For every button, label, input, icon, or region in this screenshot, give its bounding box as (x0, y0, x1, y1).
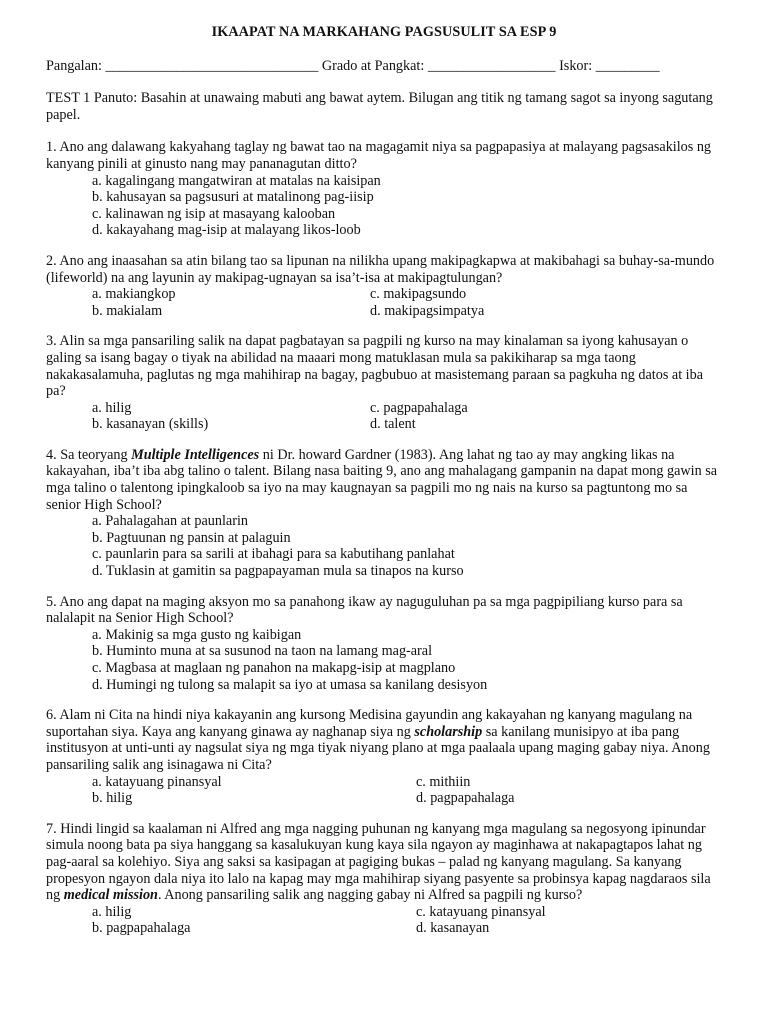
choice-a: a. kagalingang mangatwiran at matalas na kaisipan (92, 172, 381, 189)
choice-grid (46, 904, 722, 937)
choice-grid (46, 774, 722, 807)
question-text (46, 707, 722, 773)
emphasized-term: scholarship (414, 723, 483, 740)
question-text: 1. Ano ang dalawang kakyahang taglay ng bawat tao na magagamit niya sa pagpapasiya at malayang pagsasakilos ng kanyang pinili at ginusto nang may pananagutan ditto? (46, 139, 712, 172)
choice-list (46, 173, 722, 239)
choice-a: a. hilig (92, 399, 132, 416)
choice-a: a. Makinig sa mga gusto ng kaibigan (92, 626, 302, 643)
choice-d: d. Tuklasin at gamitin sa pagpapayaman mula sa tinapos na kurso (92, 563, 464, 580)
question-1 (46, 139, 722, 239)
choice-a: a. makiangkop (92, 286, 176, 303)
question-text (46, 447, 722, 513)
choice-d: d. Humingi ng tulong sa malapit sa iyo at umasa sa kanilang desisyon (92, 676, 488, 693)
choice-d: d. pagpapahalaga (416, 790, 515, 807)
choice-c: c. katayuang pinansyal (416, 903, 546, 920)
student-info-line: Pangalan: ______________________________ Grado at Pangkat: __________________ Iskor: _________ (46, 57, 660, 74)
choice-c: c. paunlarin para sa sarili at ibahagi para sa kabutihang panlahat (92, 546, 455, 563)
test-instructions: TEST 1 Panuto: Basahin at unawaing mabuti ang bawat aytem. Bilugan ang titik ng tamang sagot sa inyong sagutang papel. (46, 90, 713, 123)
choice-c: c. Magbasa at maglaan ng panahon na makapg-isip at magplano (92, 660, 456, 676)
choice-list (46, 513, 722, 579)
question-text (46, 821, 722, 904)
emphasized-term: Multiple Intelligences (131, 446, 260, 463)
choice-grid (46, 400, 722, 433)
choice-c: c. kalinawan ng isip at masayang kalooban (92, 205, 336, 222)
choice-b: b. kahusayan sa pagsusuri at matalinong pag-iisip (92, 189, 374, 206)
question-text-start: 6. Alam ni Cita na hindi niya kakayanin ang kursong Medisina gayundin ang kakayahan ng kanyang magulang na suportahan siya. Kaya ang kanyang ginawa ay naghanap siya ng (46, 707, 693, 740)
question-text-end: . Anong pansariling salik ang nagging gabay ni Alfred sa pagpili ng kurso? (157, 887, 583, 904)
question-2 (46, 253, 722, 319)
question-text: 2. Ano ang inaasahan sa atin bilang tao sa lipunan na nilikha upang makipagkapwa at makibahagi sa buhay-sa-mundo (lifeworld) na ang layunin ay makipag-ugnayan sa isa’t-isa at makipagtulungan? (46, 252, 715, 286)
exam-title: IKAAPAT NA MARKAHANG PAGSUSULIT SA ESP 9 (211, 24, 557, 40)
choice-d: d. kasanayan (416, 920, 490, 937)
question-7 (46, 821, 722, 937)
choice-d: d. talent (370, 416, 416, 433)
choice-a: a. Pahalagahan at paunlarin (92, 513, 248, 530)
choice-a: a. katayuang pinansyal (92, 773, 222, 790)
choice-list (46, 627, 722, 693)
choice-d: d. makipagsimpatya (370, 302, 485, 319)
choice-b: b. pagpapahalaga (92, 920, 191, 937)
question-6 (46, 707, 722, 807)
choice-b: b. Pagtuunan ng pansin at palaguin (92, 529, 291, 546)
choice-a: a. hilig (92, 903, 132, 920)
question-text: 5. Ano ang dapat na maging aksyon mo sa panahong ikaw ay naguguluhan pa sa mga pagpipiliang kurso para sa nalalapit na Senior High School? (46, 593, 683, 627)
question-3 (46, 333, 722, 433)
choice-b: b. makialam (92, 302, 163, 319)
question-text-end: sa kanilang munisipyo at iba pang institusyon at unti-unti ay nagsulat siya ng mga tiyak niyang plano at mga paalaala upang maging gabay niya. Anong pansariling salik ang isinagawa ni Cita? (46, 723, 710, 773)
choice-d: d. kakayahang mag-isip at malayang likos-loob (92, 222, 361, 239)
question-4 (46, 447, 722, 580)
question-text-start: 4. Sa teoryang (46, 446, 132, 463)
emphasized-term: medical mission (63, 887, 158, 904)
question-text: 3. Alin sa mga pansariling salik na dapat pagbatayan sa pagpili ng kurso na may kinalaman sa iyong kahusayan o galing sa isang bagay o tiyak na abilidad na maaari mong matuklasan mula sa pakikiharap sa mga taong nakakasalamuha, paglutas ng mga mahihirap na bagay, pagbubuo at masistemang paraan sa pagkuha ng datos at iba pa? (46, 333, 704, 400)
question-text-start: 7. Hindi lingid sa kaalaman ni Alfred ang mga nagging puhunan ng kanyang mga magulang sa negosyong ipinundar simula noong bata pa siya hanggang sa kasalukuyan kung kaya sila ngayon ay maginhawa at nakapagtapos lahat ng pag-aaral sa kolehiyo. Siya ang saksi sa kasipagan at pagiging bukas – palad ng kanyang magulang. Sa kanyang propesyon ngayon dala niya ito lalo na kapag may mga mahihirap siyang pasyente sa probinsya kapag nagdaraos sila ng (46, 820, 711, 904)
choice-c: c. makipagsundo (370, 286, 467, 303)
choice-b: b. kasanayan (skills) (92, 416, 209, 433)
choice-c: c. pagpapahalaga (370, 399, 468, 416)
question-5 (46, 594, 722, 694)
choice-b: b. hilig (92, 790, 133, 807)
choice-c: c. mithiin (416, 773, 471, 790)
choice-grid (46, 286, 722, 319)
question-text-end: ni Dr. howard Gardner (1983). Ang lahat ng tao ay may angking likas na kakayahan, iba’t iba abg talino o talent. Bilang nasa baiting 9, ano ang mahalagang gampanin na dapat mong gawin sa mga talino o talentong ipingkaloob sa iyo na may kaugnayan sa pagpili mo ng nais na kurso sa pagtuntong mo sa senior High School? (46, 446, 718, 513)
choice-b: b. Huminto muna at sa susunod na taon na lamang mag-aral (92, 643, 433, 660)
